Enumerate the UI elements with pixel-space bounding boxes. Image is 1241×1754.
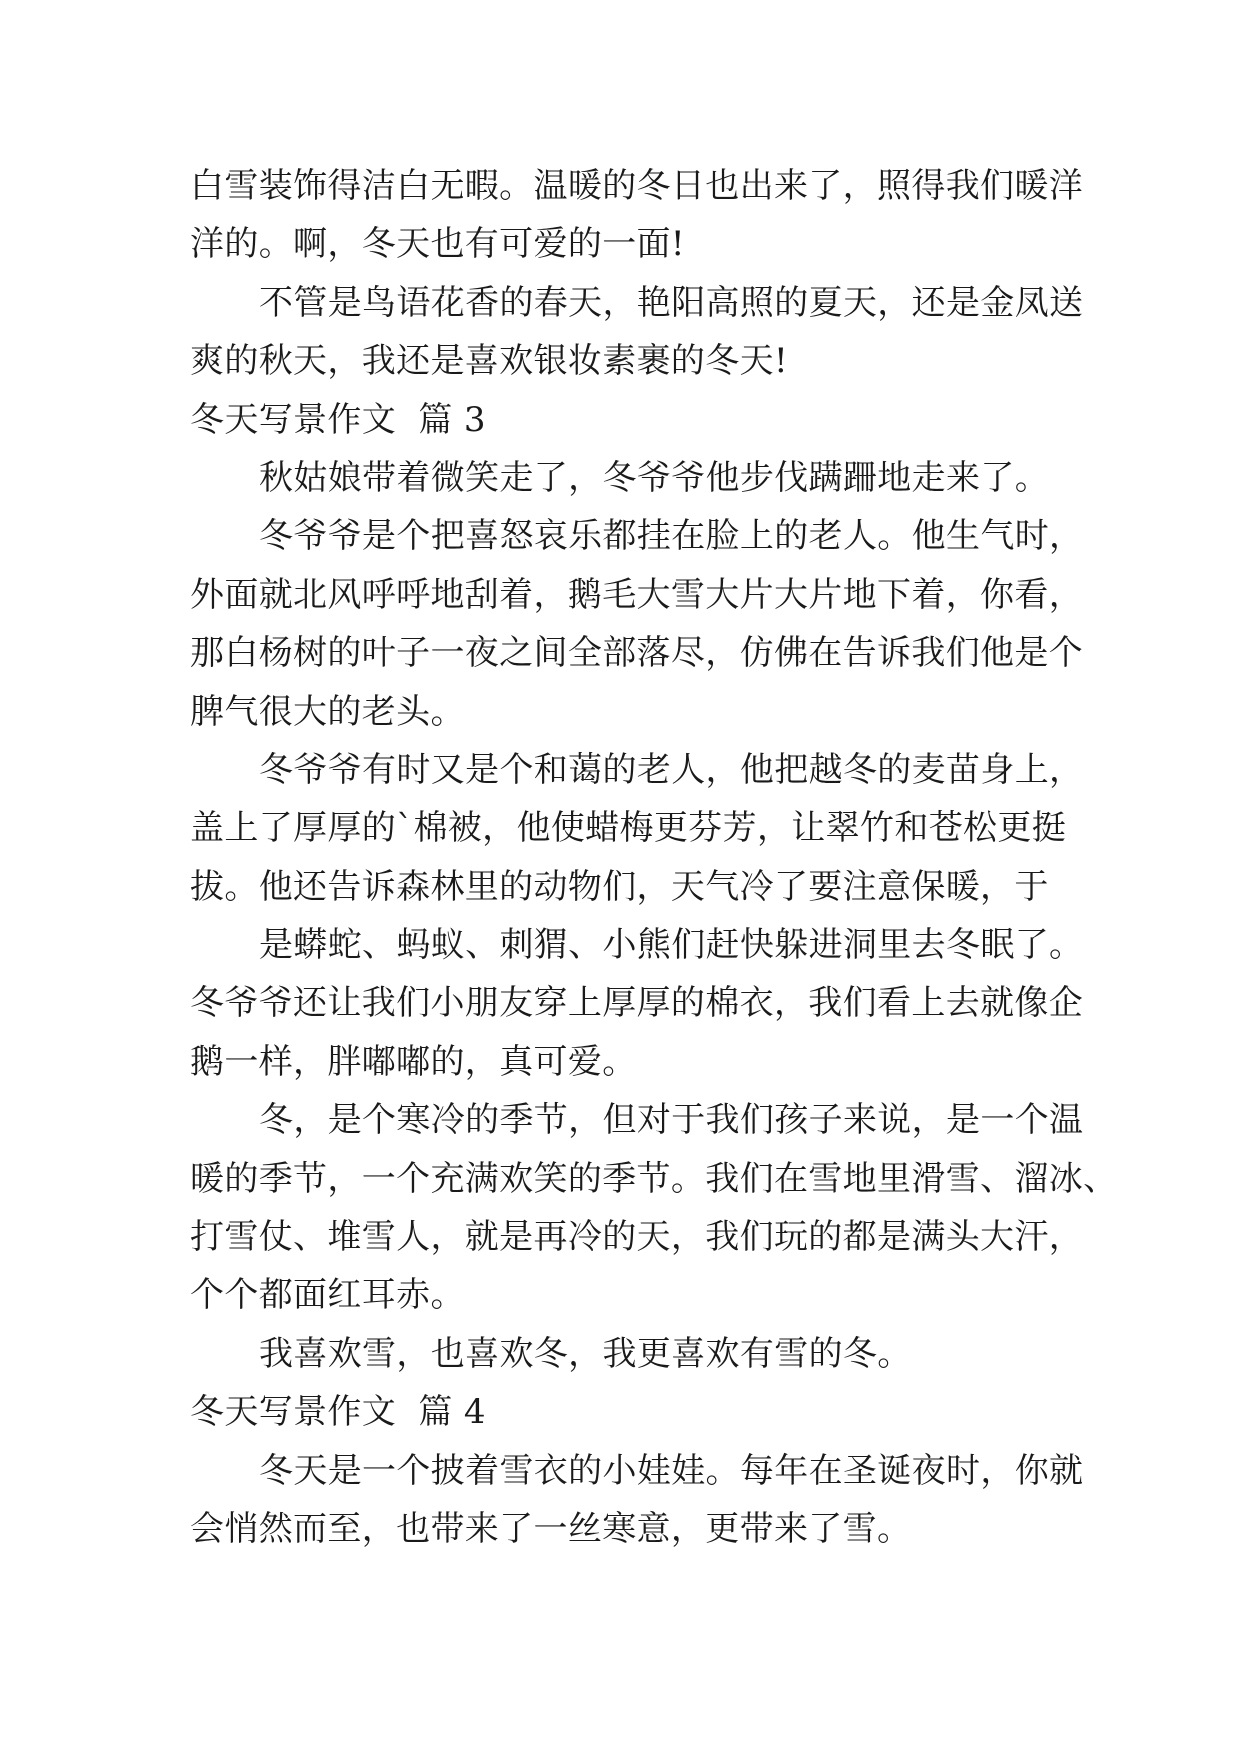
text-line: 脾气很大的老头。	[190, 691, 465, 732]
paragraph	[190, 741, 1121, 916]
text-line: 冬爷爷是个把喜怒哀乐都挂在脸上的老人。他生气时，	[259, 516, 1084, 557]
text-line: 暖的季节，一个充满欢笑的季节。我们在雪地里滑雪、溜冰、	[190, 1158, 1118, 1199]
paragraph	[190, 916, 1121, 1091]
paragraph	[190, 1442, 1121, 1559]
paragraph	[190, 1091, 1121, 1325]
text-line: 冬爷爷还让我们小朋友穿上厚厚的棉衣，我们看上去就像企	[190, 983, 1084, 1024]
text-line: 白雪装饰得洁白无暇。温暖的冬日也出来了，照得我们暖洋	[190, 166, 1084, 206]
text-line: 打雪仗、堆雪人，就是再冷的天，我们玩的都是满头大汗，	[190, 1217, 1084, 1258]
text-line: 冬天是一个披着雪衣的小娃娃。每年在圣诞夜时，你就	[259, 1450, 1084, 1491]
text-line: 盖上了厚厚的`棉被，他使蜡梅更芬芳，让翠竹和苍松更挺	[190, 808, 1067, 849]
section-3	[190, 391, 1121, 1384]
text-line: 外面就北风呼呼地刮着，鹅毛大雪大片大片地下着，你看，	[190, 574, 1084, 615]
text-line: 冬爷爷有时又是个和蔼的老人，他把越冬的麦苗身上，	[259, 749, 1084, 790]
section-4	[190, 1383, 1121, 1558]
paragraph	[190, 1325, 1121, 1383]
text-line: 洋的。啊，冬天也有可爱的一面!	[190, 224, 685, 265]
text-line: 不管是鸟语花香的春天，艳阳高照的夏天，还是金凤送	[259, 282, 1084, 323]
paragraph	[190, 157, 1121, 274]
paragraph	[190, 507, 1121, 741]
text-line: 会悄然而至，也带来了一丝寒意，更带来了雪。	[190, 1508, 912, 1549]
text-line: 冬，是个寒冷的季节，但对于我们孩子来说，是一个温	[259, 1100, 1084, 1141]
text-line: 秋姑娘带着微笑走了，冬爷爷他步伐蹒跚地走来了。	[259, 457, 1050, 498]
text-line: 我喜欢雪，也喜欢冬，我更喜欢有雪的冬。	[259, 1333, 912, 1374]
section-heading: 冬天写景作文 篇 3	[190, 399, 486, 440]
text-line: 拔。他还告诉森林里的动物们，天气冷了要注意保暖，于	[190, 866, 1049, 907]
section-heading: 冬天写景作文 篇 4	[190, 1392, 486, 1433]
paragraph	[190, 274, 1121, 391]
text-line: 爽的秋天，我还是喜欢银妆素裹的冬天!	[190, 341, 788, 382]
text-line: 个个都面红耳赤。	[190, 1275, 465, 1316]
text-line: 鹅一样，胖嘟嘟的，真可爱。	[190, 1041, 637, 1082]
text-line: 是蟒蛇、蚂蚁、刺猬、小熊们赶快躲进洞里去冬眠了。	[259, 925, 1084, 966]
paragraph	[190, 449, 1121, 507]
text-line: 那白杨树的叶子一夜之间全部落尽，仿佛在告诉我们他是个	[190, 633, 1084, 674]
